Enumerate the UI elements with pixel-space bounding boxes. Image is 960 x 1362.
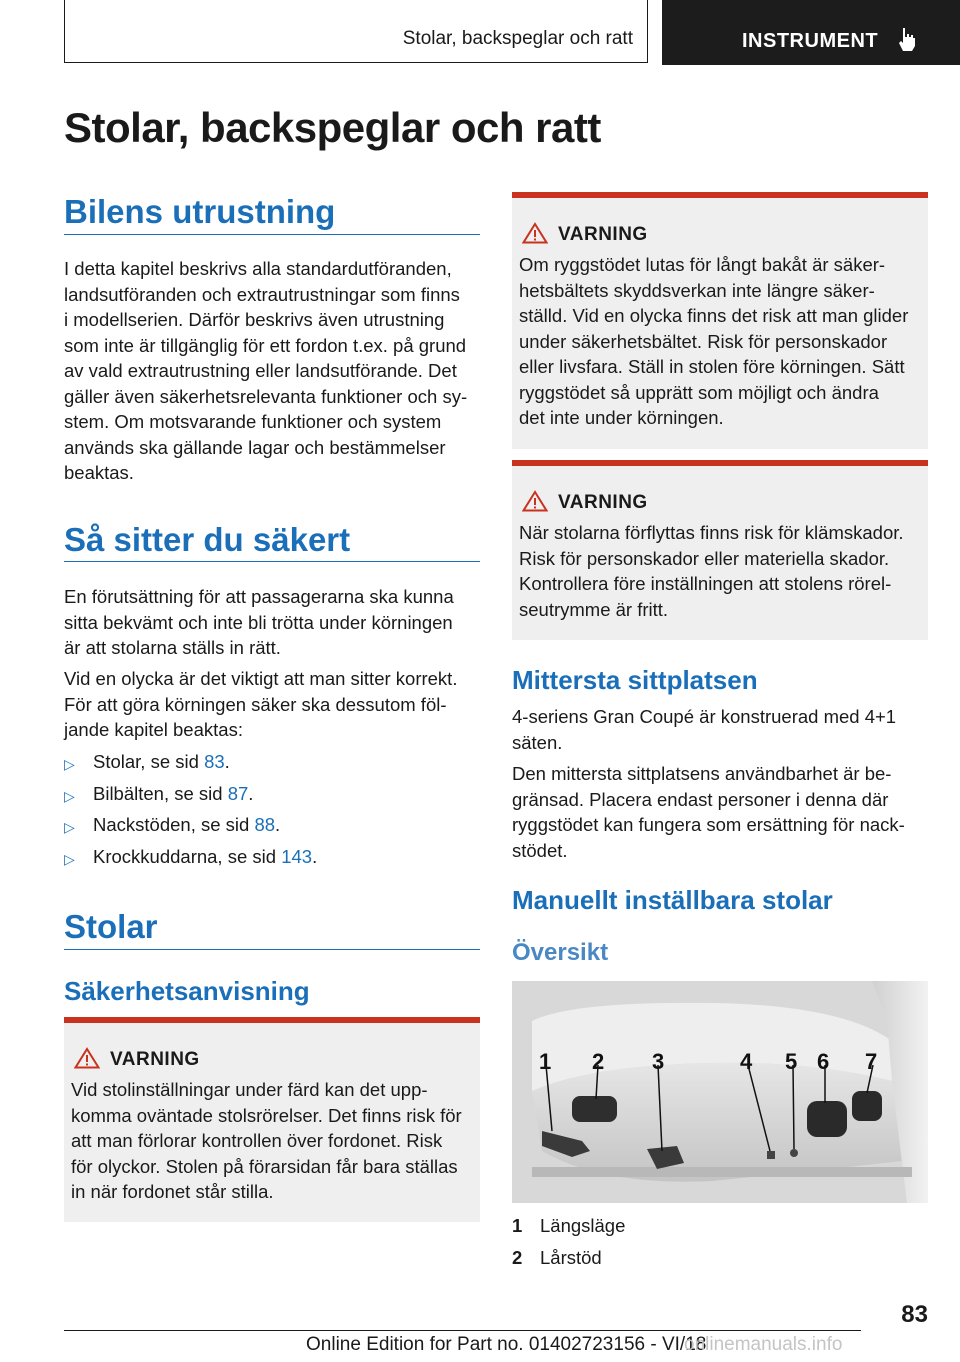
warning-text [519, 520, 922, 622]
callout-number: 5 [785, 1049, 798, 1074]
hand-pointing-icon [896, 26, 918, 52]
paragraph-sitting-2 [64, 666, 484, 743]
callout-number: 3 [652, 1049, 665, 1074]
watermark: onlinemanuals.info [684, 1334, 843, 1355]
text-line: 4-seriens Gran Coupé är konstruerad med 4+1 [512, 706, 897, 727]
list-item: ▷ Krockkuddarna, se sid 143. [64, 844, 317, 876]
heading-manual-seats: Manuellt inställbara stolar [512, 885, 833, 915]
text-line: gränsad. Placera endast personer i denna där [512, 788, 889, 810]
seat-controls-figure [512, 981, 928, 1203]
legend-item [512, 1215, 625, 1247]
text-line: En förutsättning för att passagerarna ska kunna [64, 586, 454, 607]
page-number: 83 [901, 1301, 928, 1328]
footer-rule [64, 1330, 861, 1331]
legend-item [512, 1247, 625, 1279]
chapter-reference-list [64, 749, 317, 875]
bullet-triangle-icon: ▷ [64, 787, 75, 804]
text-line: Kontrollera före inställningen att stolens rörel- [519, 573, 892, 594]
callout-number: 4 [740, 1049, 753, 1074]
paragraph-equipment [64, 256, 484, 486]
page-title: Stolar, backspeglar och ratt [64, 104, 601, 151]
warning-box [512, 460, 928, 640]
text-line: ställd. Vid en olycka finns det risk att man glider [519, 305, 909, 326]
text-line: in när fordonet står stilla. [71, 1181, 274, 1202]
callout-number: 2 [592, 1049, 605, 1074]
text-line: beaktas. [64, 462, 134, 483]
text-line: I detta kapitel beskrivs alla standardutföranden, [64, 258, 452, 279]
list-item: ▷ Stolar, se sid 83. [64, 749, 317, 781]
legend-label: Längsläge [540, 1215, 626, 1236]
bullet-triangle-icon: ▷ [64, 756, 75, 772]
chapter-title: Stolar, backspeglar och ratt [402, 28, 633, 49]
text-line: Vid stolinställningar under färd kan det upp- [71, 1079, 428, 1100]
text-line: hetsbältets skyddsverkan inte längre säker- [519, 279, 875, 301]
list-item: ▷ Nackstöden, se sid 88. [64, 812, 317, 844]
text-line: Risk för personskador eller materiella skador. [519, 547, 890, 569]
text-line: är att stolarna ställs in rätt. [64, 637, 281, 658]
text-line: stem. Om motsvarande funktioner och system [64, 411, 442, 432]
warning-text [519, 252, 922, 431]
warning-box [512, 192, 928, 449]
paragraph-middle-1 [512, 704, 932, 755]
callout-number: 7 [865, 1049, 878, 1074]
text-line: stödet. [512, 839, 568, 861]
page-link[interactable]: 143 [281, 845, 313, 867]
text-line: När stolarna förflyttas finns risk för klämskador. [519, 522, 904, 543]
edition-text: Online Edition for Part no. 01402723156 - VI/18 [306, 1334, 707, 1355]
callout-number: 1 [539, 1049, 552, 1074]
warning-triangle-icon [74, 1047, 100, 1069]
text-line: seutrymme är fritt. [519, 598, 669, 620]
heading-safety: Säkerhetsanvisning [64, 976, 310, 1006]
heading-equipment: Bilens utrustning [64, 193, 336, 230]
text-line: säten. [512, 731, 563, 753]
text-line: under säkerhetsbältet. Risk för personskador [519, 330, 888, 352]
warning-triangle-icon [522, 490, 548, 512]
bullet-triangle-icon: ▷ [64, 819, 75, 835]
warning-text [71, 1077, 474, 1205]
text-line: Vid en olycka är det viktigt att man sitter korrekt. [64, 668, 458, 689]
bullet-triangle-icon: ▷ [64, 850, 75, 867]
warning-label: VARNING [110, 1049, 200, 1070]
section-tab-label: INSTRUMENT [742, 30, 879, 52]
page-link[interactable]: 83 [204, 751, 225, 772]
text-line: jande kapitel beaktas: [64, 719, 243, 740]
text-line: ryggstödet så upprätt som möjligt och ändra [519, 381, 879, 403]
text-line: används ska gällande lagar och bestämmelser [64, 436, 446, 458]
heading-sitting: Så sitter du säkert [64, 521, 351, 558]
heading-rule [64, 949, 480, 950]
text-line: som inte är tillgänglig för ett fordon t.ex. på grund [64, 334, 467, 356]
page-link[interactable]: 87 [227, 782, 249, 804]
text-line: gäller även säkerhetsrelevanta funktioner och sy- [64, 385, 468, 407]
heading-rule [64, 561, 480, 562]
heading-overview: Översikt [512, 939, 609, 966]
heading-middle-seat: Mittersta sittplatsen [512, 665, 758, 695]
warning-label: VARNING [558, 492, 648, 513]
legend-label: Lårstöd [540, 1247, 602, 1268]
legend-number: 2 [512, 1247, 523, 1268]
text-line: För att göra körningen säker ska dessutom föl- [64, 693, 447, 715]
page-link[interactable]: 88 [254, 814, 276, 835]
text-line: för olyckor. Stolen på förarsidan får bara ställas [71, 1155, 458, 1177]
text-line: i modellserien. Därför beskrivs även utrustning [64, 309, 445, 330]
paragraph-sitting-1 [64, 584, 484, 661]
paragraph-middle-2 [512, 761, 932, 863]
text-line: ryggstödet kan fungera som ersättning för nack- [512, 814, 905, 835]
text-line: Den mittersta sittplatsens användbarhet är be- [512, 763, 892, 784]
heading-seats: Stolar [64, 908, 158, 945]
text-line: Om ryggstödet lutas för långt bakåt är säker- [519, 254, 886, 275]
text-line: att man förlorar kontrollen över fordonet. Risk [71, 1130, 443, 1151]
text-line: av vald extrautrustning eller landsutförande. Det [64, 360, 457, 381]
legend-number: 1 [512, 1215, 523, 1236]
text-line: det inte under körningen. [519, 407, 724, 428]
list-item: ▷ Bilbälten, se sid 87. [64, 781, 317, 813]
chapter-header [64, 0, 648, 63]
text-line: sitta bekvämt och inte bli trötta under körningen [64, 611, 453, 633]
text-line: komma oväntade stolsrörelser. Det finns risk för [71, 1104, 462, 1126]
text-line: eller livsfara. Ställ in stolen före körningen. Sätt [519, 356, 905, 377]
callout-number: 6 [817, 1049, 830, 1074]
seat-illustration [512, 981, 928, 1203]
warning-box [64, 1017, 480, 1222]
section-tab[interactable] [662, 0, 960, 65]
figure-legend [512, 1215, 625, 1279]
warning-label: VARNING [558, 224, 648, 245]
text-line: landsutföranden och extrautrustningar som finns [64, 283, 460, 305]
warning-triangle-icon [522, 222, 548, 244]
heading-rule [64, 234, 480, 235]
